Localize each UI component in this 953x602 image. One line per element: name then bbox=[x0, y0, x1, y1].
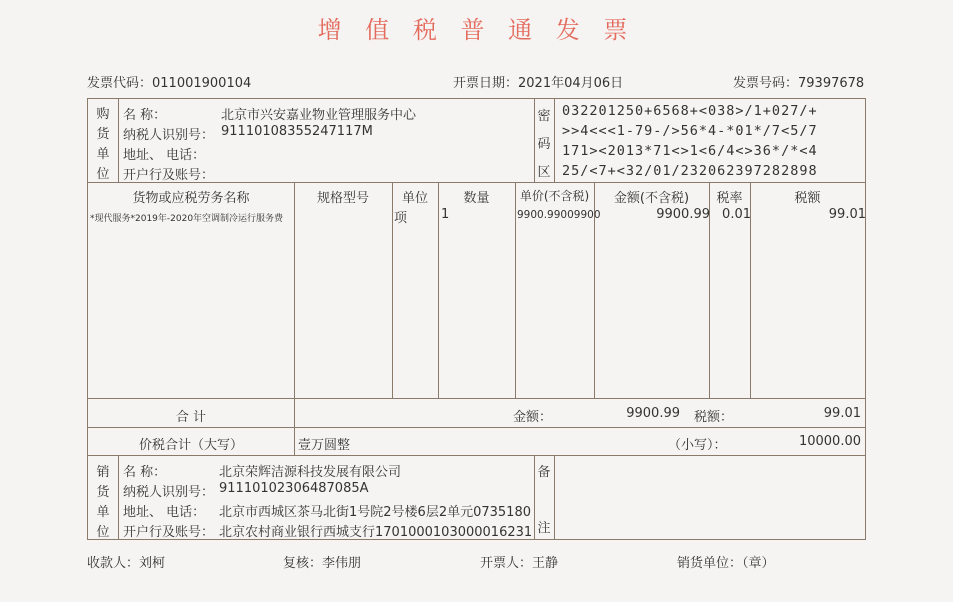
buyer-name: 北京市兴安嘉业物业管理服务中心 bbox=[221, 108, 417, 123]
seller-bank-label: 开户行及账号： bbox=[123, 525, 215, 540]
buyer-side-label: 货 bbox=[96, 127, 110, 142]
item-unit: 项 bbox=[394, 211, 408, 226]
seller-name: 北京荣辉洁源科技发展有限公司 bbox=[219, 465, 402, 480]
cipher-line: 032201250+6568+<038>/1+027/+ bbox=[562, 103, 818, 119]
seller-side-label: 位 bbox=[96, 525, 110, 540]
seller-address: 北京市西城区茶马北街1号院2号楼6层2单元0735180 bbox=[219, 505, 531, 520]
buyer-address-label: 地址、 电话： bbox=[123, 148, 206, 163]
remark-side-label: 注 bbox=[537, 521, 551, 536]
buyer-tax-id-label: 纳税人识别号： bbox=[123, 128, 215, 143]
buyer-bank-label: 开户行及账号： bbox=[123, 168, 215, 183]
seller-bank: 北京农村商业银行西城支行1701000103000016231 bbox=[219, 525, 533, 540]
col-header-tax: 税额 bbox=[794, 191, 821, 206]
grand-total-small-label: （小写）： bbox=[668, 438, 727, 453]
footer-payee: 收款人：刘柯 bbox=[87, 556, 166, 571]
footer-reviewer: 复核：李伟朋 bbox=[283, 556, 362, 571]
cipher-side-label: 区 bbox=[537, 165, 551, 180]
footer-drawer: 开票人：王静 bbox=[480, 556, 559, 571]
buyer-name-label: 名 称： bbox=[123, 108, 167, 123]
seller-tax-id-label: 纳税人识别号： bbox=[123, 485, 215, 500]
seller-side-label: 货 bbox=[96, 485, 110, 500]
invoice-date: 开票日期：2021年04月06日 bbox=[453, 76, 624, 91]
item-name: *现代服务*2019年-2020年空调制冷运行服务费 bbox=[90, 214, 284, 224]
invoice-number: 发票号码：79397678 bbox=[733, 76, 865, 91]
grand-total-label: 价税合计（大写） bbox=[138, 438, 243, 453]
seller-address-label: 地址、 电话： bbox=[123, 505, 206, 520]
cipher-line: 25/<7+<32/01/232062397282898 bbox=[562, 163, 818, 179]
buyer-tax-id: 91110108355247117M bbox=[221, 124, 373, 139]
grand-total-words: 壹万圆整 bbox=[298, 438, 351, 453]
totals-amount-label: 金额： bbox=[513, 410, 553, 425]
item-tax: 99.01 bbox=[828, 207, 866, 222]
col-header-name: 货物或应税劳务名称 bbox=[132, 191, 250, 206]
cipher-line: >>4<<<1-79-/>56*4-*01*/7<5/7 bbox=[562, 123, 818, 139]
totals-label: 合 计 bbox=[175, 410, 207, 425]
buyer-side-label: 单 bbox=[96, 147, 110, 162]
item-amount: 9900.99 bbox=[656, 207, 710, 222]
col-header-spec: 规格型号 bbox=[316, 191, 369, 206]
item-qty: 1 bbox=[441, 207, 450, 222]
totals-tax: 99.01 bbox=[823, 406, 861, 421]
grand-total-small: 10000.00 bbox=[798, 434, 861, 449]
seller-name-label: 名 称： bbox=[123, 465, 167, 480]
col-header-rate: 税率 bbox=[716, 191, 743, 206]
col-header-price: 单价(不含税) bbox=[519, 189, 590, 203]
buyer-side-label: 位 bbox=[96, 167, 110, 182]
seller-tax-id: 91110102306487085A bbox=[219, 481, 369, 496]
col-header-qty: 数量 bbox=[463, 191, 490, 206]
cipher-line: 171><2013*71<>1<6/4<>36*/*<4 bbox=[562, 143, 818, 159]
col-header-amount: 金额(不含税) bbox=[613, 191, 690, 206]
item-rate: 0.01 bbox=[722, 207, 751, 222]
totals-tax-label: 税额： bbox=[694, 410, 734, 425]
remark-side-label: 备 bbox=[537, 465, 551, 480]
col-header-unit: 单位 bbox=[401, 191, 428, 206]
invoice-frame bbox=[87, 98, 866, 540]
cipher-side-label: 密 bbox=[537, 109, 551, 124]
invoice-title: 增 值 税 普 通 发 票 bbox=[317, 16, 636, 44]
seller-side-label: 销 bbox=[96, 465, 110, 480]
invoice-code: 发票代码：011001900104 bbox=[87, 76, 252, 91]
seller-side-label: 单 bbox=[96, 505, 110, 520]
item-price: 9900.99009900 bbox=[517, 209, 601, 221]
cipher-side-label: 码 bbox=[537, 137, 551, 152]
buyer-side-label: 购 bbox=[96, 107, 110, 122]
totals-amount: 9900.99 bbox=[626, 406, 680, 421]
footer-seller-seal: 销货单位：（章） bbox=[677, 556, 775, 571]
